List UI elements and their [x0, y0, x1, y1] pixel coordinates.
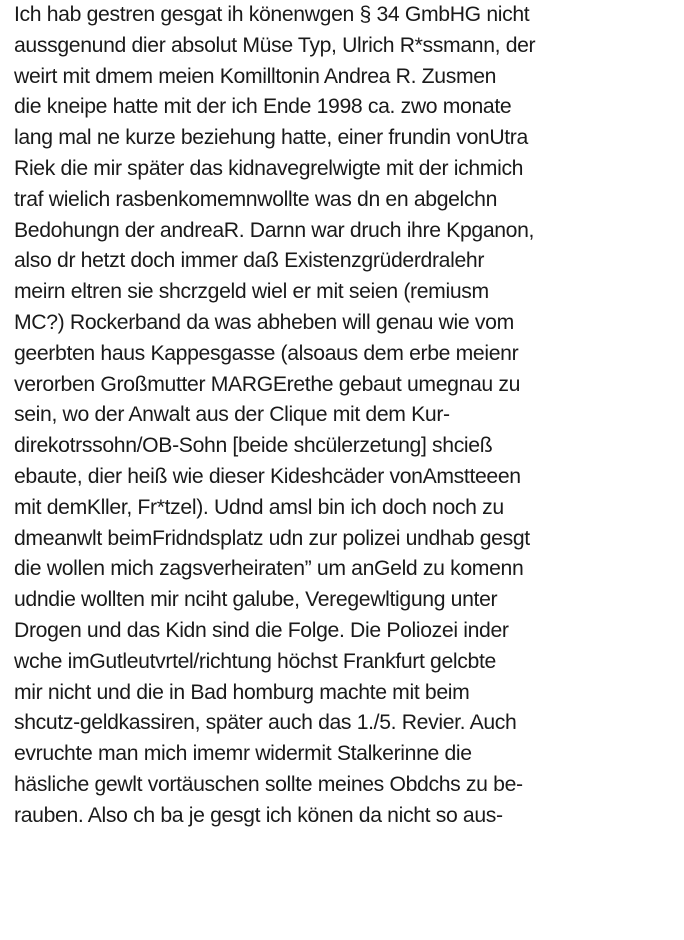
text-line: weirt mit dmem meien Komilltonin Andrea R. Zusmen — [14, 64, 497, 88]
text-line: lang mal ne kurze beziehung hatte, einer frundin vonUtra — [14, 126, 528, 150]
text-line: ebaute, dier heiß wie dieser Kideshcäder vonAmstteeen — [14, 464, 521, 488]
text-line: wche imGutleutvrtel/richtung höchst Frankfurt gelcbte — [14, 649, 496, 673]
text-line: aussgenund dier absolut Müse Typ, Ulrich R*ssmann, der — [14, 33, 536, 57]
text-line: dmeanwlt beimFridndsplatz udn zur polizei undhab gesgt — [14, 526, 530, 550]
text-line: udndie wollten mir nciht galube, Veregewltigung unter — [14, 588, 498, 612]
text-line: direkotrssohn/OB-Sohn [beide shcülerzetung] shcieß — [14, 434, 493, 458]
text-line: mir nicht und die in Bad homburg machte mit beim — [14, 680, 470, 704]
text-line: meirn eltren sie shcrzgeld wiel er mit seien (remiusm — [14, 280, 489, 304]
text-line: shcutz-geldkassiren, später auch das 1./5. Revier. Auch — [14, 711, 517, 735]
text-line: die kneipe hatte mit der ich Ende 1998 ca. zwo monate — [14, 95, 512, 119]
text-line: geerbten haus Kappesgasse (alsoaus dem erbe meienr — [14, 341, 519, 365]
text-line: mit demKller, Fr*tzel). Udnd amsl bin ich doch noch zu — [14, 495, 504, 519]
text-line: Drogen und das Kidn sind die Folge. Die Poliozei inder — [14, 618, 509, 642]
text-line: Bedohungn der andreaR. Darnn war druch ihre Kpganon, — [14, 218, 535, 242]
text-line: also dr hetzt doch immer daß Existenzgrüderdralehr — [14, 249, 485, 273]
document-body-text — [14, 0, 682, 832]
text-line: verorben Großmutter MARGErethe gebaut umegnau zu — [14, 372, 521, 396]
text-line: MC?) Rockerband da was abheben will genau wie vom — [14, 310, 514, 334]
text-line: häsliche gewlt vortäuschen sollte meines Obdchs zu be- — [14, 772, 523, 796]
text-line: rauben. Also ch ba je gesgt ich könen da nicht so aus- — [14, 803, 503, 827]
text-line: Riek die mir später das kidnavegrelwigte mit der ichmich — [14, 156, 524, 180]
text-line: traf wielich rasbenkomemnwollte was dn en abgelchn — [14, 187, 498, 211]
text-line: sein, wo der Anwalt aus der Clique mit dem Kur- — [14, 403, 450, 427]
text-line: Ich hab gestren gesgat ih könenwgen § 34 GmbHG nicht — [14, 3, 530, 26]
text-line: die wollen mich zagsverheiraten” um anGeld zu komenn — [14, 557, 524, 581]
text-line: evruchte man mich imemr widermit Stalkerinne die — [14, 742, 472, 766]
